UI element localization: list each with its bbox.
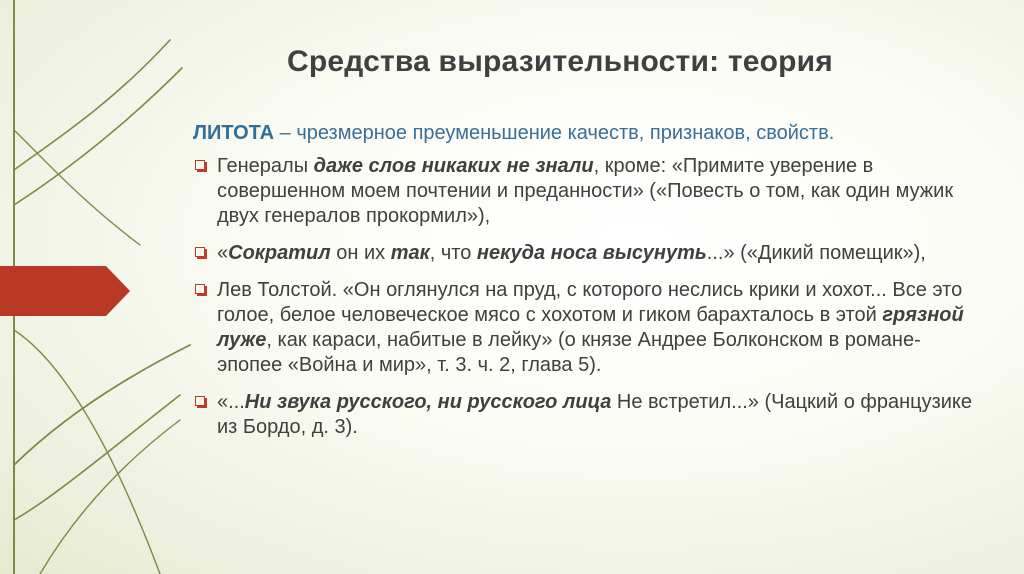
list-item [193,278,983,378]
deco-curve-6 [40,420,180,574]
item-text-segment: , кроме: «Примите уверение в совершенном моем почтении и преданности» («Повесть о том, как один мужик двух генералов прокормил»), [217,155,954,227]
slide-title: Средства выразительности: теория [286,45,833,78]
list-item [193,241,983,266]
deco-curve-5 [14,395,180,520]
definition-text: – чрезмерное преуменьшение качеств, признаков, свойств. [274,122,835,144]
list-item [193,154,983,229]
item-emphasis-segment: некуда носа высунуть [476,242,707,264]
item-text-segment: , что [429,242,477,264]
item-text-segment: , как караси, набитые в лейку» (о князе Андрее Болконском в романе-эпопее «Война и мир», т. 3. ч. 2, глава 5). [217,329,921,376]
red-arrow-shape [0,266,130,316]
item-text-segment: « [217,242,229,264]
square-bullet-icon [195,160,205,170]
item-text-segment: он их [330,242,391,264]
item-text-segment: ...» («Дикий помещик»), [706,242,926,264]
item-text-segment: Лев Толстой. «Он оглянулся на пруд, с которого неслись крики и хохот... Все это голое, белое человеческое мясо с хохотом и гиком барахталось в этой [217,279,963,326]
item-text-segment: Генералы [217,155,314,177]
item-emphasis-segment: грязной луже [217,304,964,351]
deco-curve-7 [14,330,160,574]
item-emphasis-segment: Сократил [228,242,331,264]
list-item-text [217,242,926,264]
item-emphasis-segment: так [390,242,430,264]
item-emphasis-segment: даже слов никаких не знали [313,155,594,177]
list-item [193,390,983,440]
list-item-text [217,279,964,376]
item-text-segment: «... [217,391,245,413]
square-bullet-icon [195,396,205,406]
slide-content [193,121,983,452]
deco-curve-4 [14,345,190,465]
deco-curve-3 [14,130,140,245]
item-text-segment: Не встретил...» (Чацкий о французике из Бордо, д. 3). [217,391,973,438]
list-item-text [217,155,953,227]
deco-curve-2 [14,68,182,205]
definition-term: ЛИТОТА [193,122,275,144]
square-bullet-icon [195,247,205,257]
item-emphasis-segment: Ни звука русского, ни русского лица [244,391,612,413]
list-item-text [217,391,972,438]
square-bullet-icon [195,284,205,294]
definition [193,121,983,146]
deco-curve-1 [14,40,170,170]
